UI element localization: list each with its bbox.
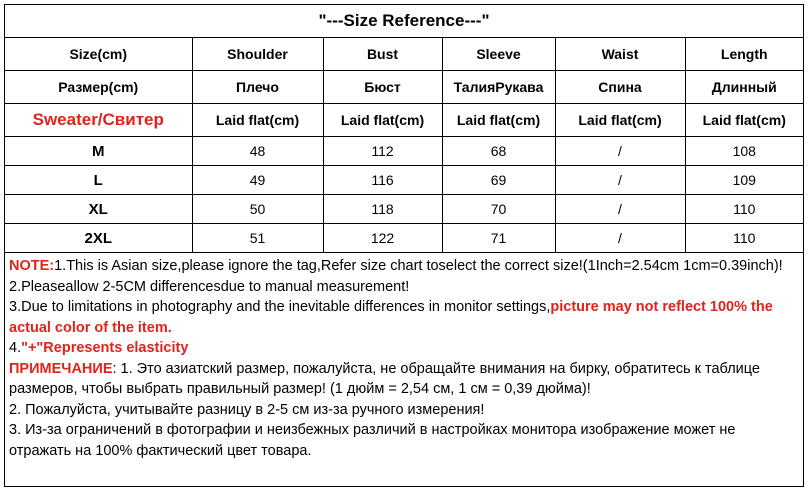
size-cell: L (5, 166, 192, 195)
note-1 (9, 256, 799, 277)
note-ru-label: ПРИМЕЧАНИЕ (9, 360, 113, 377)
note-ru-1-text: : 1. Это азиатский размер, пожалуйста, не обращайте внимания на бирку, обратитесь к таблице размеров, чтобы выбрать правильный размер! (1 дюйм = 2,54 см, 1 см = 0,39 дюйма)! (9, 360, 760, 397)
header-bust: Bust (323, 38, 442, 71)
header-ru-waist: Спина (555, 71, 685, 104)
shoulder-cell: 51 (192, 224, 323, 253)
garment-label: Sweater/Свитер (5, 104, 192, 137)
bust-cell: 112 (323, 137, 442, 166)
note-1-text: 1.This is Asian size,please ignore the tag,Refer size chart toselect the correct size!(1Inch=2.54cm 1cm=0.39inch)! (54, 258, 783, 274)
note-label: NOTE: (9, 258, 55, 274)
bust-cell: 122 (323, 224, 442, 253)
note-2: 2.Pleaseallow 2-5CM differencesdue to manual measurement! (9, 278, 410, 295)
header-ru-length: Длинный (685, 71, 803, 104)
header-ru-sleeve: ТалияРукава (442, 71, 555, 104)
header-ru-shoulder: Плечо (192, 71, 323, 104)
size-cell: XL (5, 195, 192, 224)
size-reference-panel (4, 4, 804, 487)
note-ru-2: 2. Пожалуйста, учитывайте разницу в 2-5 см из-за ручного измерения! (9, 401, 485, 418)
header-waist: Waist (555, 38, 685, 71)
table-row (5, 137, 803, 166)
bust-cell: 116 (323, 166, 442, 195)
measure-method-cell: Laid flat(cm) (555, 104, 685, 137)
note-4-highlight: "+"Represents elasticity (21, 340, 189, 356)
waist-cell: / (555, 137, 685, 166)
measure-method-cell: Laid flat(cm) (192, 104, 323, 137)
shoulder-cell: 49 (192, 166, 323, 195)
note-ru-1 (9, 359, 799, 400)
length-cell: 108 (685, 137, 803, 166)
header-row-english (5, 38, 803, 71)
header-shoulder: Shoulder (192, 38, 323, 71)
shoulder-cell: 50 (192, 195, 323, 224)
header-ru-size: Размер(cm) (5, 71, 192, 104)
measure-method-cell: Laid flat(cm) (685, 104, 803, 137)
chart-title: "---Size Reference---" (5, 5, 803, 38)
waist-cell: / (555, 195, 685, 224)
size-cell: M (5, 137, 192, 166)
notes-section (5, 253, 803, 461)
size-cell: 2XL (5, 224, 192, 253)
note-4-number: 4. (9, 340, 22, 356)
size-table (5, 38, 803, 253)
header-ru-bust: Бюст (323, 71, 442, 104)
measure-method-cell: Laid flat(cm) (323, 104, 442, 137)
sleeve-cell: 69 (442, 166, 555, 195)
note-ru-3: 3. Из-за ограничений в фотографии и неизбежных различий в настройках монитора изображение может не отражать на 100% фактический цвет товара. (9, 422, 736, 459)
header-row-russian (5, 71, 803, 104)
note-3 (9, 297, 799, 338)
header-size: Size(cm) (5, 38, 192, 71)
measure-method-cell: Laid flat(cm) (442, 104, 555, 137)
note-4 (9, 338, 799, 359)
shoulder-cell: 48 (192, 137, 323, 166)
sleeve-cell: 70 (442, 195, 555, 224)
sleeve-cell: 68 (442, 137, 555, 166)
note-3-text: 3.Due to limitations in photography and the inevitable differences in monitor settings, (9, 299, 551, 315)
header-sleeve: Sleeve (442, 38, 555, 71)
length-cell: 110 (685, 195, 803, 224)
bust-cell: 118 (323, 195, 442, 224)
measure-method-row (5, 104, 803, 137)
note-3-highlight: picture may not reflect 100% the actual color of the item. (9, 299, 773, 336)
length-cell: 110 (685, 224, 803, 253)
length-cell: 109 (685, 166, 803, 195)
table-row (5, 224, 803, 253)
table-row (5, 195, 803, 224)
table-row (5, 166, 803, 195)
sleeve-cell: 71 (442, 224, 555, 253)
waist-cell: / (555, 166, 685, 195)
waist-cell: / (555, 224, 685, 253)
header-length: Length (685, 38, 803, 71)
